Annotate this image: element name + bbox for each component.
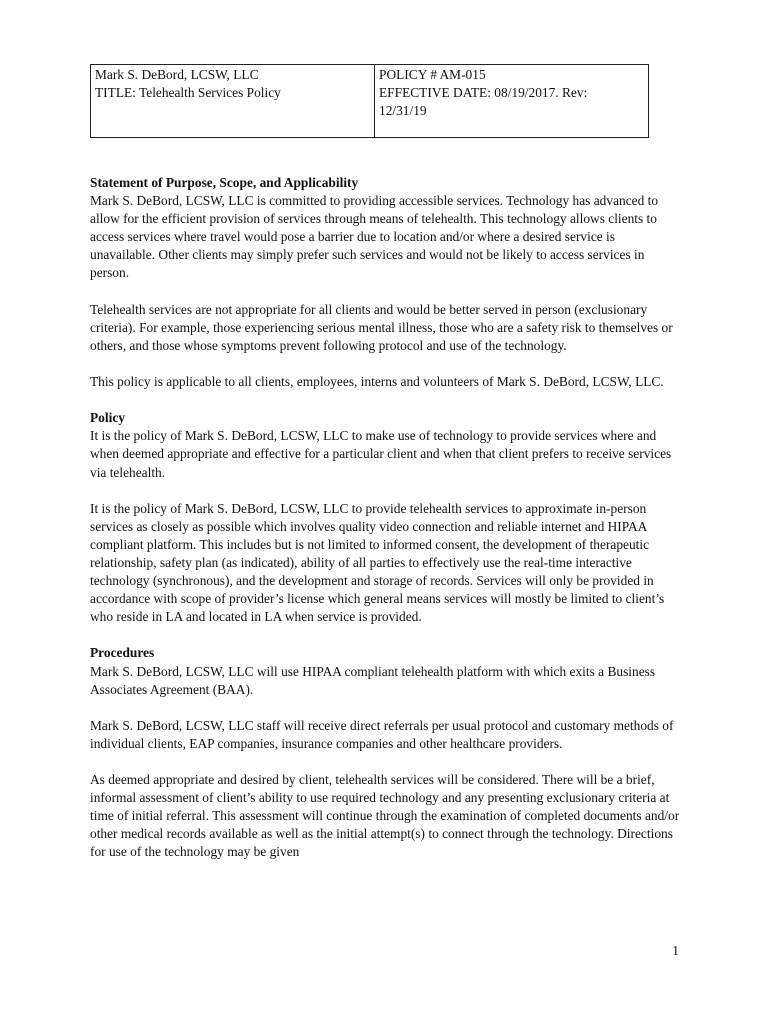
policy-title: TITLE: Telehealth Services Policy xyxy=(95,85,281,100)
page-number: 1 xyxy=(672,943,679,958)
organization-name: Mark S. DeBord, LCSW, LLC xyxy=(95,67,259,82)
header-left-cell xyxy=(91,65,375,138)
policy-heading: Policy xyxy=(90,410,125,426)
effective-date: EFFECTIVE DATE: 08/19/2017. Rev: xyxy=(379,85,588,100)
purpose-heading: Statement of Purpose, Scope, and Applicability xyxy=(90,175,359,190)
purpose-paragraph-3: This policy is applicable to all clients, employees, interns and volunteers of Mark S. DeBord, LCSW, LLC. xyxy=(90,374,664,390)
procedures-paragraph-2: Mark S. DeBord, LCSW, LLC staff will receive direct referrals per usual protocol and customary methods of individual clients, EAP companies, insurance companies and other healthcare providers. xyxy=(90,717,674,751)
revision-date: 12/31/19 xyxy=(379,103,427,118)
procedures-heading: Procedures xyxy=(90,645,155,661)
procedures-paragraph-3: As deemed appropriate and desired by client, telehealth services will be considered. There will be a brief, informal assessment of client’s ability to use required technology and any presenting exclusionary criteria at time of initial referral. This assessment will continue through the examination of completed documents and/or other medical records available as well as the initial attempt(s) to connect through the technology. Directions for use of the technology may be given xyxy=(90,772,680,860)
policy-number: POLICY # AM-015 xyxy=(379,67,486,82)
policy-paragraph-2: It is the policy of Mark S. DeBord, LCSW, LLC to provide telehealth services to approximate in-person services as closely as possible which involves quality video connection and reliable internet and HIPAA compliant platform. This includes but is not limited to informed consent, the development of therapeutic relationship, safety plan (as indicated), ability of all parties to effectively use the real-time interactive technology (synchronous), and the development and storage of records. Services will only be provided in accordance with scope of provider’s license which general means services will mostly be limited to client’s who reside in LA and located in LA when service is provided. xyxy=(90,500,665,625)
procedures-paragraph-1: Mark S. DeBord, LCSW, LLC will use HIPAA compliant telehealth platform with which exits a Business Associates Agreement (BAA). xyxy=(90,663,656,697)
purpose-paragraph-1: Mark S. DeBord, LCSW, LLC is committed to providing accessible services. Technology has advanced to allow for the efficient provision of services through means of telehealth. This technology allows clients to access services where travel would pose a barrier due to location and/or where a desired service is unavailable. Other clients may simply prefer such services and would not be likely to access services in person. xyxy=(90,193,659,281)
header-right-cell xyxy=(375,65,649,138)
policy-header-table xyxy=(90,64,649,138)
policy-paragraph-1: It is the policy of Mark S. DeBord, LCSW, LLC to make use of technology to provide services where and when deemed appropriate and effective for a particular client and when that client prefers to receive services via telehealth. xyxy=(90,428,672,480)
document-body xyxy=(90,174,682,880)
purpose-paragraph-2: Telehealth services are not appropriate for all clients and would be better served in person (exclusionary criteria). For example, those experiencing serious mental illness, those who are a safety risk to themselves or others, and those whose symptoms prevent following protocol and use of the technology. xyxy=(90,301,673,353)
